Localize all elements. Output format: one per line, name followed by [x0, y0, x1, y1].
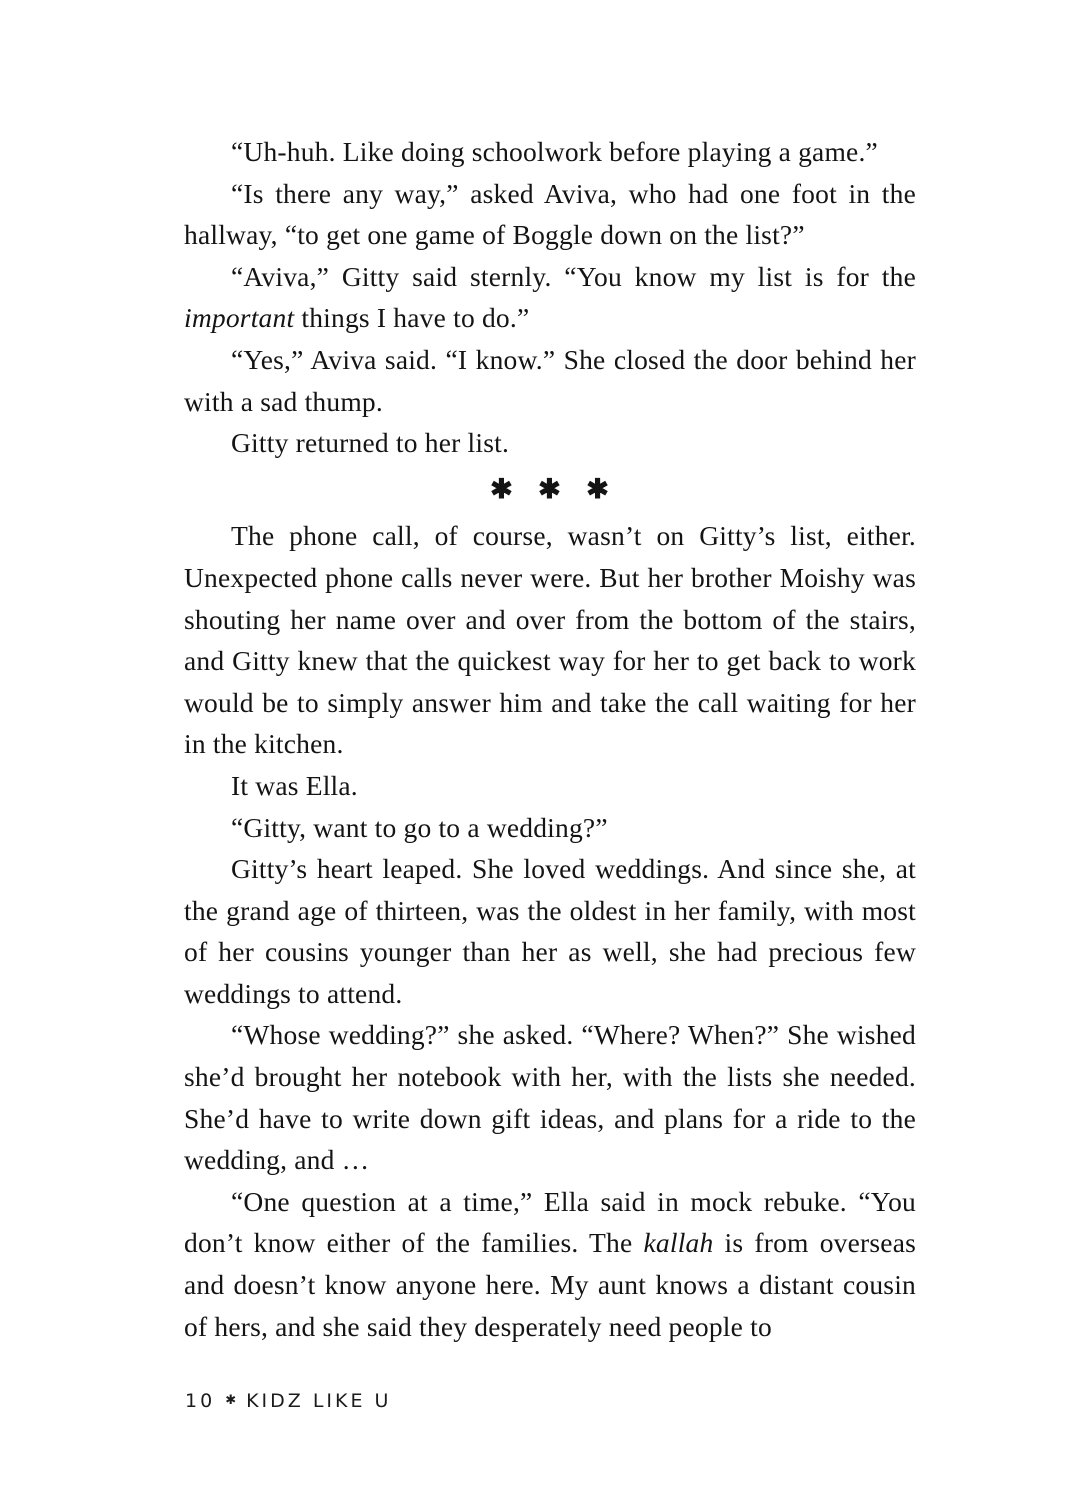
- paragraph: Gitty’s heart leaped. She loved weddings. And since she, at the grand age of thirteen, was the oldest in her family, with most of her cousins younger than her as well, she had precious few weddings to attend.: [184, 853, 916, 1009]
- footer-asterisk-icon: ✱: [225, 1392, 237, 1408]
- paragraph: “Gitty, want to go to a wedding?”: [231, 811, 608, 843]
- page-number: 10: [185, 1390, 216, 1412]
- paragraph: “Is there any way,” asked Aviva, who had one foot in the hallway, “to get one game of Boggle down on the list?”: [184, 177, 916, 251]
- running-title: KIDZ LIKE U: [246, 1390, 392, 1412]
- paragraph: “Yes,” Aviva said. “I know.” She closed the door behind her with a sad thump.: [184, 343, 916, 417]
- paragraph: “Aviva,” Gitty said sternly. “You know my list is for the important things I have to do.”: [184, 260, 916, 334]
- page-footer: [185, 1390, 391, 1412]
- paragraph: “Whose wedding?” she asked. “Where? When?” She wished she’d brought her notebook with her, with the lists she needed. She’d have to write down gift ideas, and plans for a ride to the wedding, and …: [184, 1019, 916, 1176]
- paragraph: “Uh-huh. Like doing schoolwork before playing a game.”: [231, 136, 878, 167]
- scene-break: ✱ ✱ ✱: [490, 473, 610, 505]
- paragraph: “One question at a time,” Ella said in mock rebuke. “You don’t know either of the families. The kallah is from overseas and doesn’t know anyone here. My aunt knows a distant cousin of hers, and she said they desperately need people to: [184, 1185, 916, 1342]
- paragraph: The phone call, of course, wasn’t on Gitty’s list, either. Unexpected phone calls never were. But her brother Moishy was shouting her name over and over from the bottom of the stairs, and Gitty knew that the quickest way for her to get back to work would be to simply answer him and take the call waiting for her in the kitchen.: [184, 520, 916, 760]
- paragraph: It was Ella.: [231, 769, 358, 801]
- paragraph: Gitty returned to her list.: [231, 427, 510, 459]
- text-block: [184, 131, 916, 1347]
